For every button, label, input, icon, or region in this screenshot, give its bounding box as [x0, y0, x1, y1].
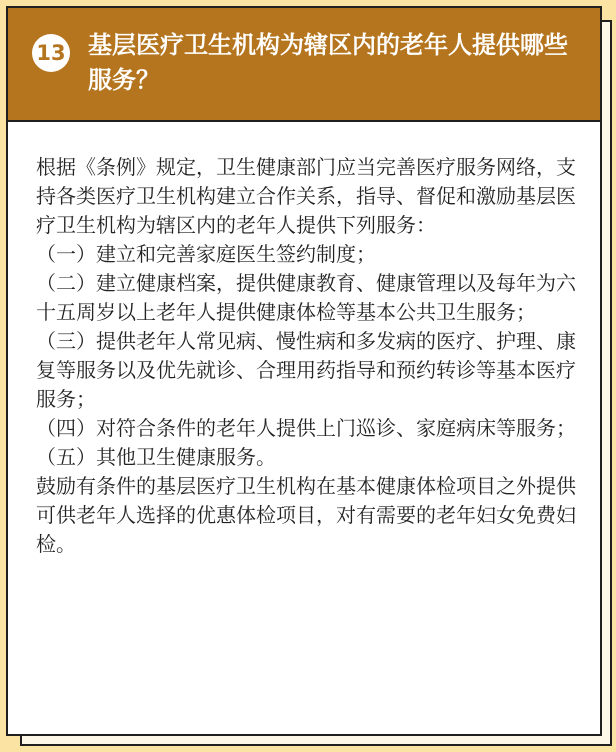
service-item-2: （二）建立健康档案，提供健康教育、健康管理以及每年为六十五周岁以上老年人提供健康体检等基本公共卫生服务；	[36, 271, 576, 324]
service-item-5: （五）其他卫生健康服务。	[36, 445, 276, 469]
answer-closing: 鼓励有条件的基层医疗卫生机构在基本健康体检项目之外提供可供老年人选择的优惠体检项目，对有需要的老年妇女免费妇检。	[36, 474, 576, 556]
question-number-badge: 13	[32, 34, 70, 72]
question-title: 基层医疗卫生机构为辖区内的老年人提供哪些服务？	[88, 31, 568, 94]
qa-card	[6, 6, 602, 736]
answer-intro: 根据《条例》规定，卫生健康部门应当完善医疗服务网络，支持各类医疗卫生机构建立合作关系，指导、督促和激励基层医疗卫生机构为辖区内的老年人提供下列服务：	[36, 155, 576, 237]
service-item-4: （四）对符合条件的老年人提供上门巡诊、家庭病床等服务；	[36, 416, 576, 440]
service-item-1: （一）建立和完善家庭医生签约制度；	[36, 242, 376, 266]
service-item-3: （三）提供老年人常见病、慢性病和多发病的医疗、护理、康复等服务以及优先就诊、合理用药指导和预约转诊等基本医疗服务；	[36, 329, 576, 411]
card-header	[8, 8, 600, 122]
answer-body	[36, 153, 584, 559]
